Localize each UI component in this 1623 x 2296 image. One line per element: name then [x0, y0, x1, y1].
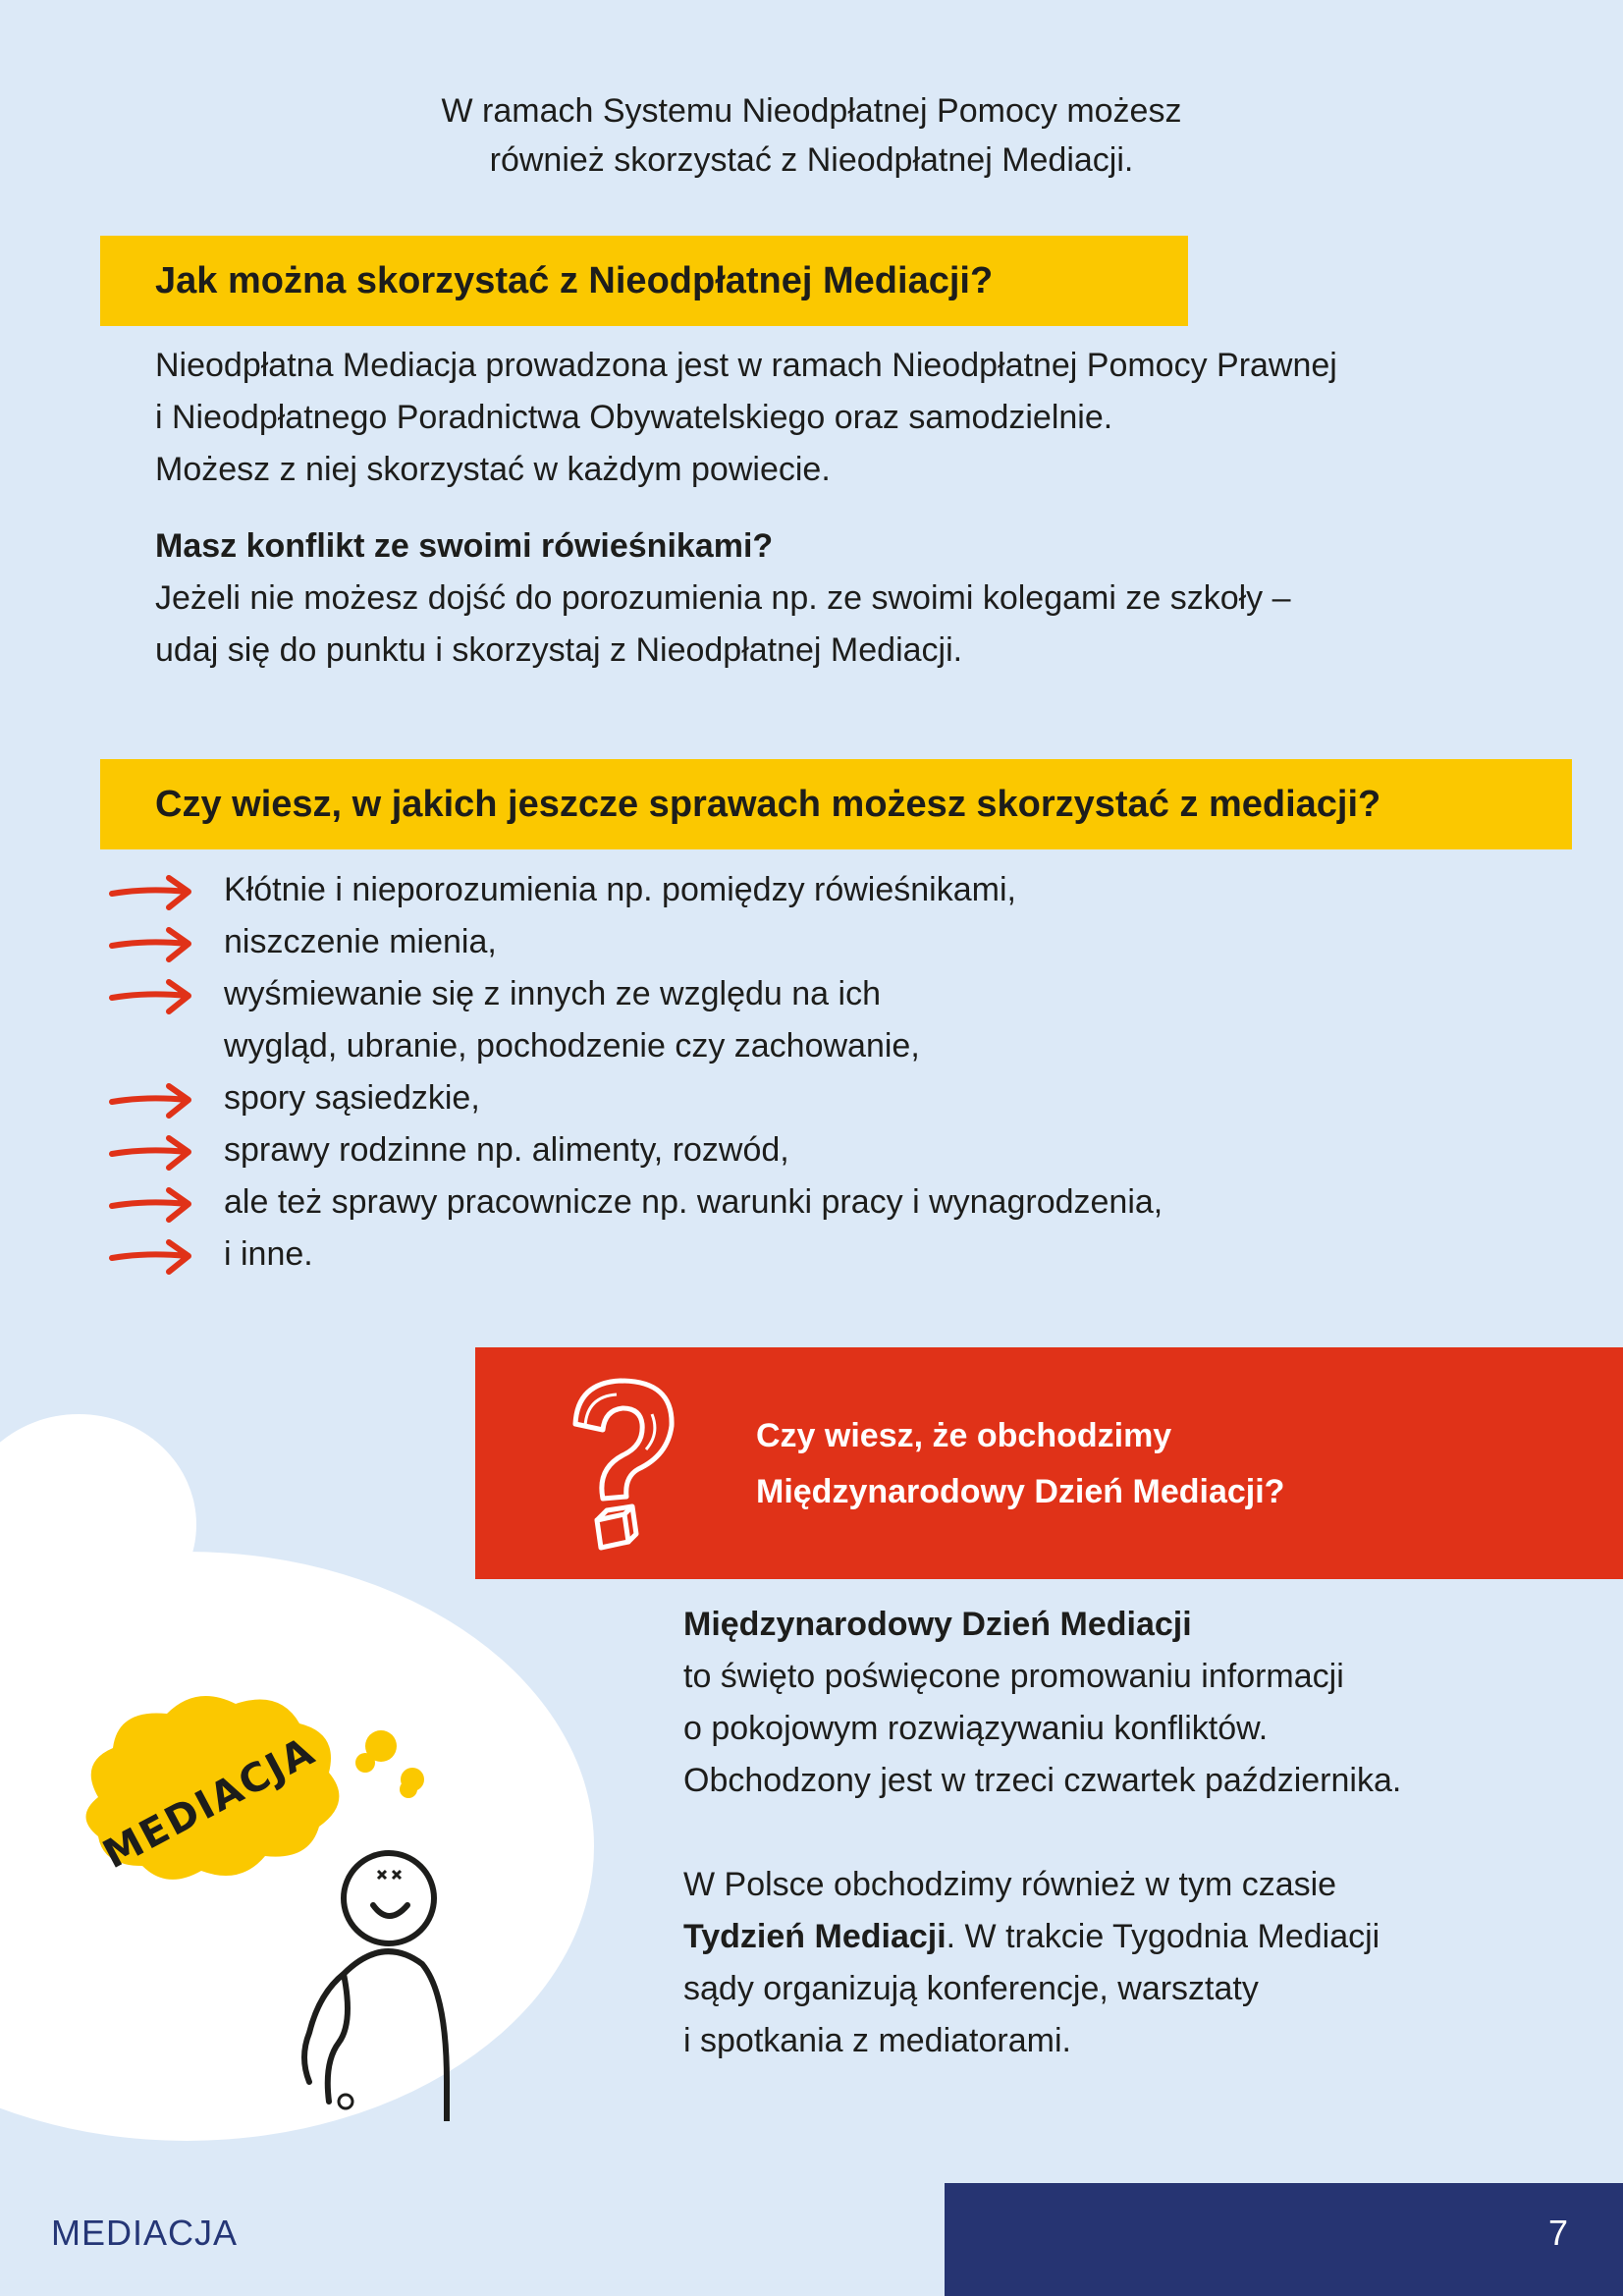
info-line: o pokojowym rozwiązywaniu konfliktów. — [683, 1710, 1269, 1747]
footer-band — [945, 2183, 1623, 2296]
section-heading: Czy wiesz, w jakich jeszcze sprawach możesz skorzystać z mediacji? — [155, 784, 1381, 825]
fact-banner — [475, 1347, 1623, 1579]
info-line: i spotkania z mediatorami. — [683, 2022, 1071, 2059]
page-number: 7 — [1547, 2213, 1568, 2253]
thought-bubble-icon — [355, 1753, 375, 1773]
list-item-text: wygląd, ubranie, pochodzenie czy zachowanie, — [224, 1027, 920, 1065]
section-heading-band — [100, 236, 1188, 326]
fact-banner-line: Międzynarodowy Dzień Mediacji? — [756, 1473, 1285, 1510]
section-heading: Jak można skorzystać z Nieodpłatnej Mediacji? — [155, 260, 994, 301]
arrow-icon — [108, 976, 196, 1015]
info-line: W Polsce obchodzimy również w tym czasie — [683, 1866, 1337, 1903]
arrow-icon — [108, 1236, 196, 1276]
thought-bubble-icon — [400, 1780, 417, 1798]
head-icon — [344, 1853, 434, 1943]
section-heading-band — [100, 759, 1572, 849]
question-heading: Masz konflikt ze swoimi rówieśnikami? — [155, 527, 774, 565]
answer-paragraph — [155, 573, 1291, 677]
arrow-icon — [108, 924, 196, 963]
paragraph-line: Jeżeli nie możesz dojść do porozumienia np. ze swoimi kolegami ze szkoły – — [155, 579, 1291, 617]
list-item-text: ale też sprawy pracownicze np. warunki pracy i wynagrodzenia, — [224, 1183, 1163, 1221]
paragraph-line: Nieodpłatna Mediacja prowadzona jest w ramach Nieodpłatnej Pomocy Prawnej — [155, 347, 1337, 384]
info-line — [683, 1911, 1401, 1963]
list-item-text: i inne. — [224, 1235, 313, 1273]
cloud-text: MEDIACJA — [95, 1728, 323, 1879]
info-bold: Tydzień Mediacji — [683, 1918, 947, 1955]
list-item-text: Kłótnie i nieporozumienia np. pomiędzy rówieśnikami, — [224, 871, 1016, 908]
paragraph-line: Możesz z niej skorzystać w każdym powiecie. — [155, 451, 831, 488]
footer-label: MEDIACJA — [51, 2213, 239, 2253]
thinking-person-illustration — [59, 1669, 471, 2121]
question-mark-icon — [558, 1375, 685, 1561]
list-item-text: niszczenie mienia, — [224, 923, 497, 960]
intro-text — [0, 86, 1623, 185]
info-line: to święto poświęcone promowaniu informacji — [683, 1658, 1344, 1695]
intro-line: W ramach Systemu Nieodpłatnej Pomocy możesz — [441, 92, 1182, 130]
intro-line: również skorzystać z Nieodpłatnej Mediacji. — [489, 141, 1134, 179]
arrow-icon — [108, 1132, 196, 1172]
paragraph-line: udaj się do punktu i skorzystaj z Nieodpłatnej Mediacji. — [155, 631, 963, 669]
paragraph-line: i Nieodpłatnego Poradnictwa Obywatelskiego oraz samodzielnie. — [155, 399, 1113, 436]
arrow-icon — [108, 1080, 196, 1120]
list-item-text: spory sąsiedzkie, — [224, 1079, 480, 1117]
info-text — [683, 1599, 1401, 2067]
body-icon — [304, 1951, 447, 2121]
info-line: sądy organizują konferencje, warsztaty — [683, 1970, 1259, 2007]
arrow-icon — [108, 1184, 196, 1224]
info-line-rest: . W trakcie Tygodnia Mediacji — [946, 1918, 1380, 1955]
fact-banner-title — [756, 1408, 1284, 1520]
info-line: Obchodzony jest w trzeci czwartek października. — [683, 1762, 1402, 1799]
list-item-text: sprawy rodzinne np. alimenty, rozwód, — [224, 1131, 789, 1169]
arrow-icon — [108, 872, 196, 911]
list-item-text: wyśmiewanie się z innych ze względu na ich — [224, 975, 881, 1012]
info-heading: Międzynarodowy Dzień Mediacji — [683, 1606, 1192, 1643]
fact-banner-line: Czy wiesz, że obchodzimy — [756, 1417, 1172, 1454]
section-paragraph — [155, 340, 1337, 496]
